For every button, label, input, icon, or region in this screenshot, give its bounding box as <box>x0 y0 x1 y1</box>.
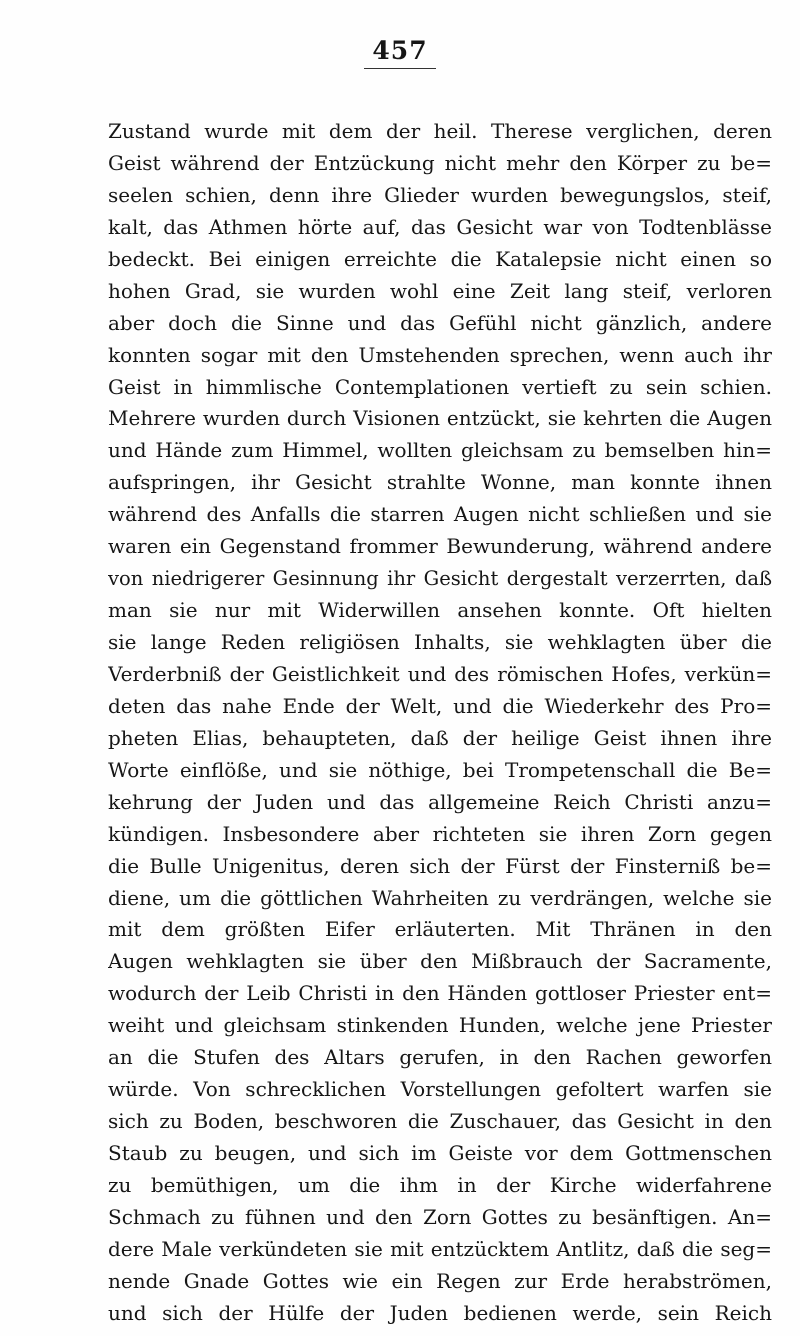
text-line: Schmach zu fühnen und den Zorn Gottes zu besänftigen. An= <box>108 1204 772 1229</box>
text-line: sich zu Boden, beschworen die Zuschauer, das Gesicht in den <box>108 1109 772 1134</box>
text-line: aber doch die Sinne und das Gefühl nicht gänzlich, andere <box>108 310 772 335</box>
text-line: deten das nahe Ende der Welt, und die Wiederkehr des Pro= <box>108 693 772 718</box>
text-line: und sich der Hülfe der Juden bedienen werde, sein Reich <box>108 1300 772 1325</box>
text-line: Geist in himmlische Contemplationen vertieft zu sein schien. <box>108 374 772 399</box>
text-line: bedeckt. Bei einigen erreichte die Katalepsie nicht einen so <box>108 246 772 271</box>
text-line: zu bemüthigen, um die ihm in der Kirche widerfahrene <box>108 1172 772 1197</box>
text-line: kehrung der Juden und das allgemeine Reich Christi anzu= <box>108 789 772 814</box>
text-line: Zustand wurde mit dem der heil. Therese verglichen, deren <box>108 119 772 143</box>
text-line: sie lange Reden religiösen Inhalts, sie wehklagten über die <box>108 630 772 654</box>
text-line: Worte einflöße, und sie nöthige, bei Trompetenschall die Be= <box>108 757 772 782</box>
text-line: Augen wehklagten sie über den Mißbrauch der Sacramente, <box>108 949 772 974</box>
text-line: Geist während der Entzückung nicht mehr den Körper zu be= <box>108 150 772 175</box>
page-number <box>0 36 800 69</box>
text-line: waren ein Gegenstand frommer Bewunderung, während andere <box>108 534 772 559</box>
text-line: man sie nur mit Widerwillen ansehen konnte. Oft hielten <box>108 598 772 623</box>
text-line: und Hände zum Himmel, wollten gleichsam zu bemselben hin= <box>108 438 772 463</box>
text-line: diene, um die göttlichen Wahrheiten zu verdrängen, welche sie <box>108 885 772 910</box>
text-line: hohen Grad, sie wurden wohl eine Zeit lang steif, verloren <box>108 278 772 303</box>
text-line: während des Anfalls die starren Augen nicht schließen und sie <box>108 502 772 527</box>
text-line: die Bulle Unigenitus, deren sich der Fürst der Finsterniß be= <box>108 853 772 878</box>
text-line: von niedrigerer Gesinnung ihr Gesicht dergestalt verzerrten, daß <box>108 567 772 591</box>
text-line: Staub zu beugen, und sich im Geiste vor dem Gottmenschen <box>108 1141 772 1165</box>
page-number-text: 457 <box>364 36 435 69</box>
text-line: würde. Von schrecklichen Vorstellungen gefoltert warfen sie <box>108 1077 772 1102</box>
text-line: pheten Elias, behaupteten, daß der heilige Geist ihnen ihre <box>108 725 772 750</box>
text-line: kalt, das Athmen hörte auf, das Gesicht war von Todtenblässe <box>108 214 772 239</box>
text-line: konnten sogar mit den Umstehenden sprechen, wenn auch ihr <box>108 342 772 367</box>
text-line: kündigen. Insbesondere aber richteten sie ihren Zorn gegen <box>108 821 772 846</box>
body-text <box>108 116 772 1330</box>
text-line: an die Stufen des Altars gerufen, in den Rachen geworfen <box>108 1045 772 1070</box>
text-line: Mehrere wurden durch Visionen entzückt, sie kehrten die Augen <box>108 406 772 431</box>
text-line: Verderbniß der Geistlichkeit und des römischen Hofes, verkün= <box>108 661 772 686</box>
text-line: aufspringen, ihr Gesicht strahlte Wonne, man konnte ihnen <box>108 470 772 495</box>
text-line: mit dem größten Eifer erläuterten. Mit Thränen in den <box>108 917 772 942</box>
text-line: seelen schien, denn ihre Glieder wurden bewegungslos, steif, <box>108 182 772 207</box>
text-line: nende Gnade Gottes wie ein Regen zur Erde herabströmen, <box>108 1268 772 1293</box>
text-line: weiht und gleichsam stinkenden Hunden, welche jene Priester <box>108 1013 772 1038</box>
text-line: wodurch der Leib Christi in den Händen gottloser Priester ent= <box>108 981 772 1006</box>
text-line: dere Male verkündeten sie mit entzücktem Antlitz, daß die seg= <box>108 1236 772 1261</box>
